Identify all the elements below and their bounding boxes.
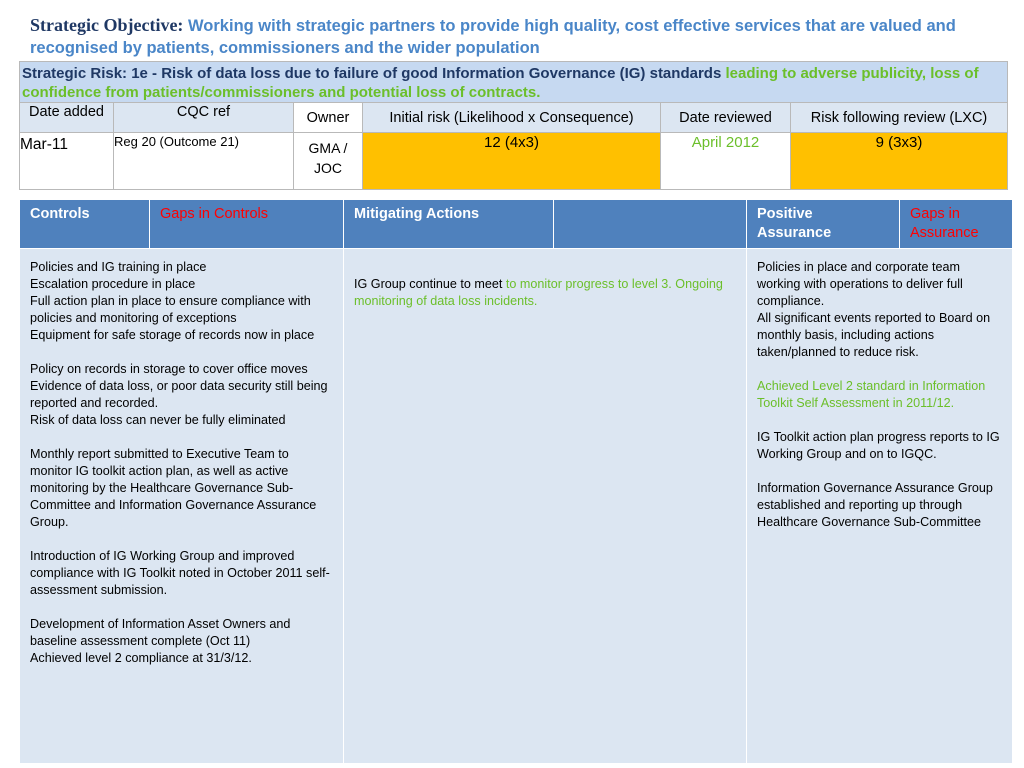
controls-table bbox=[19, 199, 1013, 764]
header-gaps-in-controls: Gaps in Controls bbox=[150, 200, 344, 249]
paragraph-spacer bbox=[30, 599, 333, 616]
control-item: Full action plan in place to ensure compliance with policies and monitoring of exceptions bbox=[30, 294, 311, 325]
value-initial-risk: 12 (4x3) bbox=[363, 133, 661, 190]
control-item: Risk of data loss can never be fully eliminated bbox=[30, 413, 286, 427]
control-item: Achieved level 2 compliance at 31/3/12. bbox=[30, 651, 252, 665]
control-item: Monthly report submitted to Executive Team to monitor IG toolkit action plan, as well as active monitoring by the Healthcare Governance Sub-Committee and Information Governance Assurance Group. bbox=[30, 447, 317, 529]
assurance-body bbox=[747, 249, 1013, 764]
header-owner: Owner bbox=[294, 103, 363, 133]
strategic-risk-title bbox=[20, 62, 1008, 103]
header-initial-risk: Initial risk (Likelihood x Consequence) bbox=[363, 103, 661, 133]
risk-table bbox=[19, 61, 1008, 190]
header-cqc-ref: CQC ref bbox=[114, 103, 294, 133]
assurance-item: All significant events reported to Board on monthly basis, including actions taken/planned to reduce risk. bbox=[757, 311, 991, 359]
value-owner: GMA / JOC bbox=[294, 133, 363, 190]
assurance-item: IG Toolkit action plan progress reports to IG Working Group and on to IGQC. bbox=[757, 430, 1000, 461]
assurance-list bbox=[757, 259, 1002, 531]
paragraph-spacer bbox=[757, 412, 1002, 429]
strategic-objective bbox=[30, 14, 990, 59]
assurance-item: Policies in place and corporate team working with operations to deliver full compliance. bbox=[757, 260, 963, 308]
paragraph-spacer bbox=[30, 531, 333, 548]
assurance-item: Information Governance Assurance Group established and reporting up through Healthcare Governance Sub-Committee bbox=[757, 481, 993, 529]
value-risk-following: 9 (3x3) bbox=[791, 133, 1008, 190]
paragraph-spacer bbox=[30, 344, 333, 361]
controls-body bbox=[20, 249, 344, 764]
header-positive-assurance: Positive Assurance bbox=[747, 200, 900, 249]
mitigating-text-green: to monitor progress to level 3. Ongoing monitoring of data loss incidents. bbox=[354, 277, 723, 308]
value-cqc-ref: Reg 20 (Outcome 21) bbox=[114, 133, 294, 190]
control-item: Evidence of data loss, or poor data security still being reported and recorded. bbox=[30, 379, 328, 410]
control-item: Policy on records in storage to cover office moves bbox=[30, 362, 308, 376]
header-mitigating-actions: Mitigating Actions bbox=[344, 200, 554, 249]
control-item: Development of Information Asset Owners and baseline assessment complete (Oct 11) bbox=[30, 617, 291, 648]
objective-lead: Strategic Objective: bbox=[30, 15, 184, 35]
risk-title-main: Strategic Risk: 1e - Risk of data loss due to failure of good Information Governance (IG) standards bbox=[22, 65, 722, 82]
header-gaps-in-assurance: Gaps in Assurance bbox=[900, 200, 1013, 249]
header-date-reviewed: Date reviewed bbox=[661, 103, 791, 133]
mitigating-body bbox=[344, 249, 747, 764]
mitigating-text: IG Group continue to meet bbox=[354, 277, 506, 291]
control-item: Introduction of IG Working Group and improved compliance with IG Toolkit noted in October 2011 self-assessment submission. bbox=[30, 549, 330, 597]
control-item: Equipment for safe storage of records now in place bbox=[30, 328, 315, 342]
assurance-item: Achieved Level 2 standard in Information Toolkit Self Assessment in 2011/12. bbox=[757, 379, 986, 410]
header-blank bbox=[554, 200, 747, 249]
value-date-added: Mar-11 bbox=[20, 133, 114, 190]
header-date-added: Date added bbox=[20, 103, 114, 133]
paragraph-spacer bbox=[757, 361, 1002, 378]
risk-title-consequence: leading to adverse publicity, loss of confidence from patients/commissioners and potential loss of contracts. bbox=[22, 65, 979, 101]
paragraph-spacer bbox=[757, 463, 1002, 480]
controls-list bbox=[30, 259, 333, 667]
header-risk-following: Risk following review (LXC) bbox=[791, 103, 1008, 133]
value-date-reviewed: April 2012 bbox=[661, 133, 791, 190]
header-controls: Controls bbox=[20, 200, 150, 249]
paragraph-spacer bbox=[30, 429, 333, 446]
objective-text: Working with strategic partners to provide high quality, cost effective services that are valued and recognised by patients, commissioners and the wider population bbox=[30, 17, 956, 57]
control-item: Policies and IG training in place bbox=[30, 260, 207, 274]
control-item: Escalation procedure in place bbox=[30, 277, 196, 291]
